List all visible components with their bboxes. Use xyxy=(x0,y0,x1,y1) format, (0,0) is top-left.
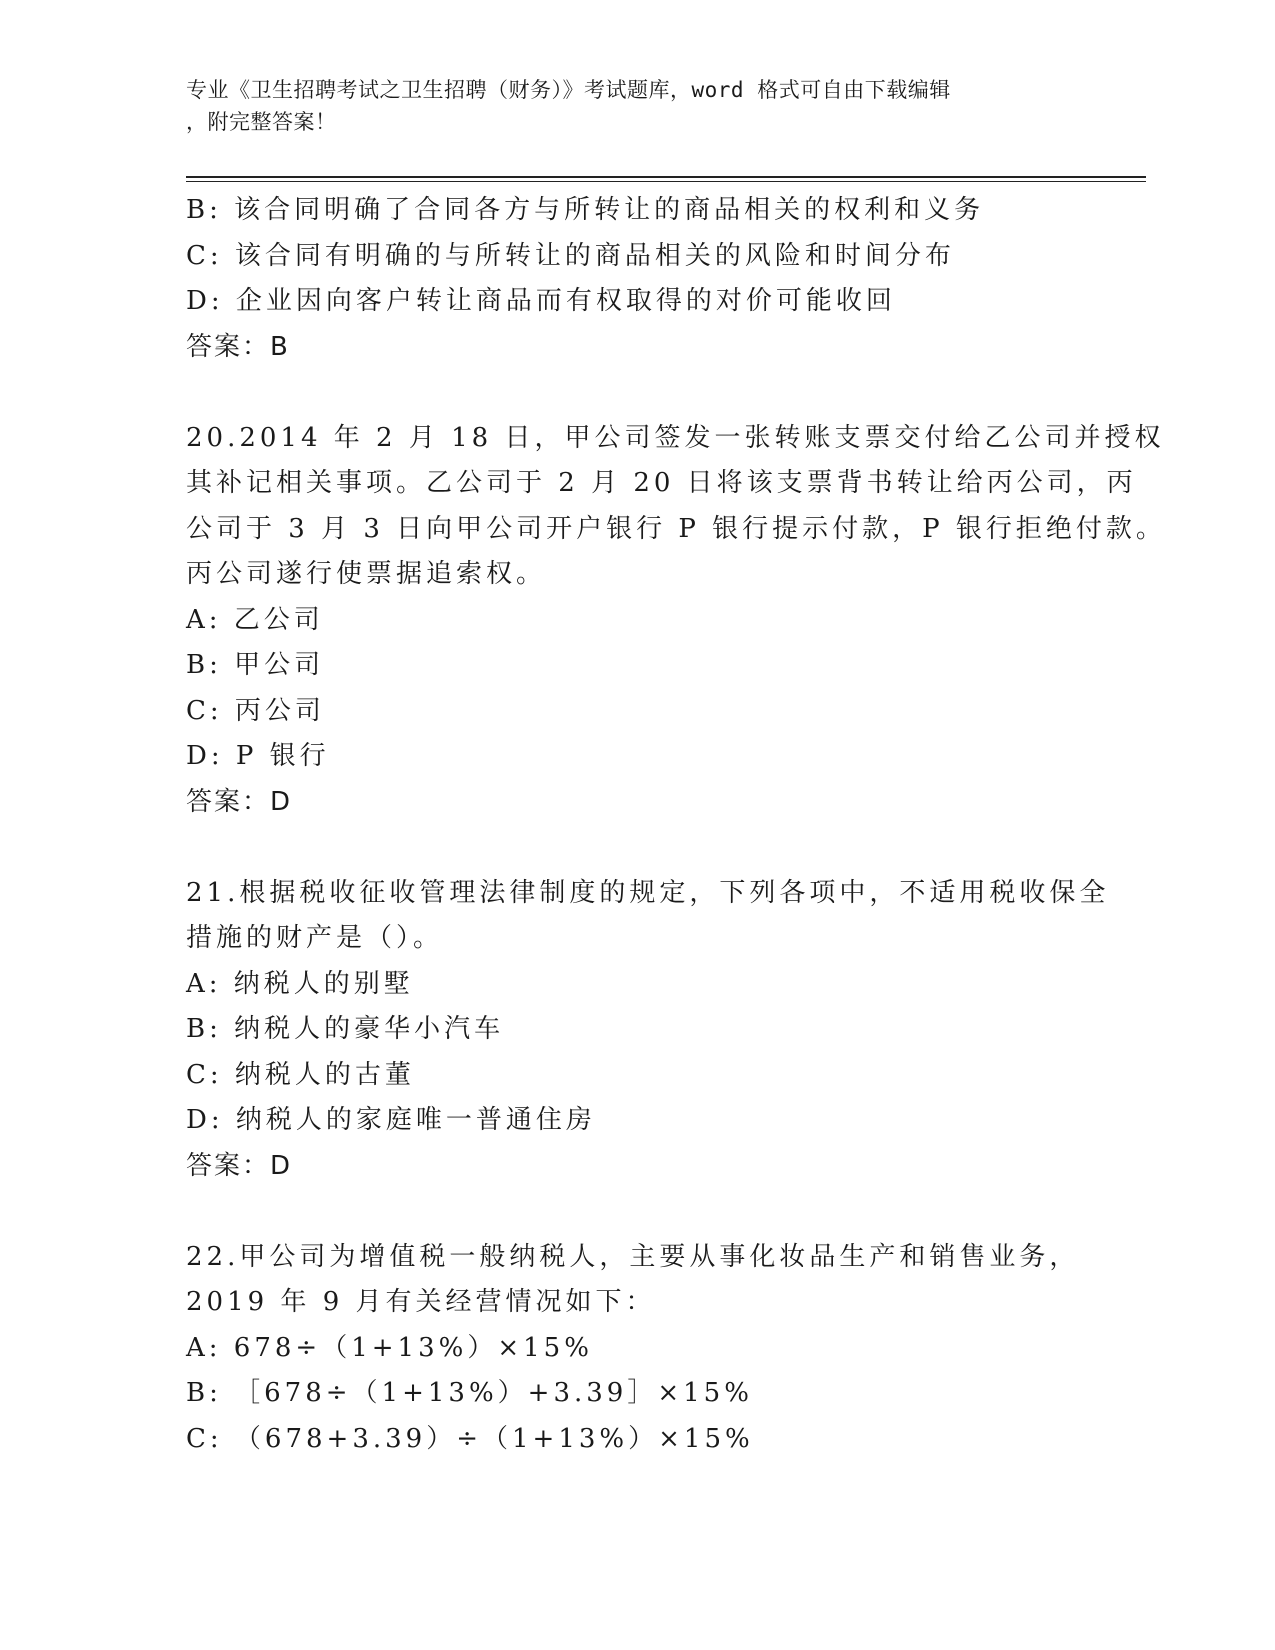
question-stem: 公司于 3 月 3 日向甲公司开户银行 P 银行提示付款，P 银行拒绝付款。 xyxy=(186,513,1166,544)
option-c: C: 纳税人的古董 xyxy=(186,1059,415,1090)
question-stem: 2019 年 9 月有关经营情况如下： xyxy=(186,1287,656,1317)
question-stem: 措施的财产是（）。 xyxy=(186,923,444,953)
question-19-continued xyxy=(186,188,1086,370)
question-stem: 丙公司遂行使票据追索权。 xyxy=(186,559,547,589)
option-b: B: 甲公司 xyxy=(186,650,325,680)
option-d: D: 企业因向客户转让商品而有权取得的对价可能收回 xyxy=(186,286,896,316)
option-a: A: 纳税人的别墅 xyxy=(186,968,414,999)
option-c: C: （678+3.39）÷（1+13%）×15% xyxy=(186,1423,754,1454)
header-rule-thick xyxy=(186,176,1146,178)
question-stem: 其补记相关事项。乙公司于 2 月 20 日将该支票背书转让给丙公司，丙 xyxy=(186,468,1137,498)
header-rule-thin xyxy=(186,181,1146,182)
question-stem: 21.根据税收征收管理法律制度的规定，下列各项中，不适用税收保全 xyxy=(186,877,1110,908)
answer: 答案：D xyxy=(186,1150,293,1181)
question-21 xyxy=(186,871,1110,1190)
answer: 答案：B xyxy=(186,331,290,362)
option-a: A: 乙公司 xyxy=(186,604,324,635)
question-stem: 20.2014 年 2 月 18 日，甲公司签发一张转账支票交付给乙公司并授权 xyxy=(186,422,1165,453)
header-line-1: 专业《卫生招聘考试之卫生招聘（财务）》考试题库，word 格式可自由下载编辑 xyxy=(186,78,951,102)
option-b: B: ［678÷（1+13%）+3.39］×15% xyxy=(186,1378,753,1408)
option-c: C: 该合同有明确的与所转让的商品相关的风险和时间分布 xyxy=(186,240,955,271)
answer: 答案：D xyxy=(186,786,293,817)
question-22 xyxy=(186,1235,1086,1463)
option-a: A: 678÷（1+13%）×15% xyxy=(186,1332,593,1363)
question-20 xyxy=(186,416,1166,826)
option-d: D: P 银行 xyxy=(186,741,330,771)
header-line-2: ，附完整答案！ xyxy=(186,110,337,134)
question-stem: 22.甲公司为增值税一般纳税人，主要从事化妆品生产和销售业务， xyxy=(186,1241,1080,1272)
document-header xyxy=(186,74,1086,138)
option-b: B: 该合同明确了合同各方与所转让的商品相关的权利和义务 xyxy=(186,195,985,225)
question-list xyxy=(186,188,1166,1462)
option-b: B: 纳税人的豪华小汽车 xyxy=(186,1014,505,1044)
option-c: C: 丙公司 xyxy=(186,695,325,726)
option-d: D: 纳税人的家庭唯一普通住房 xyxy=(186,1105,596,1135)
